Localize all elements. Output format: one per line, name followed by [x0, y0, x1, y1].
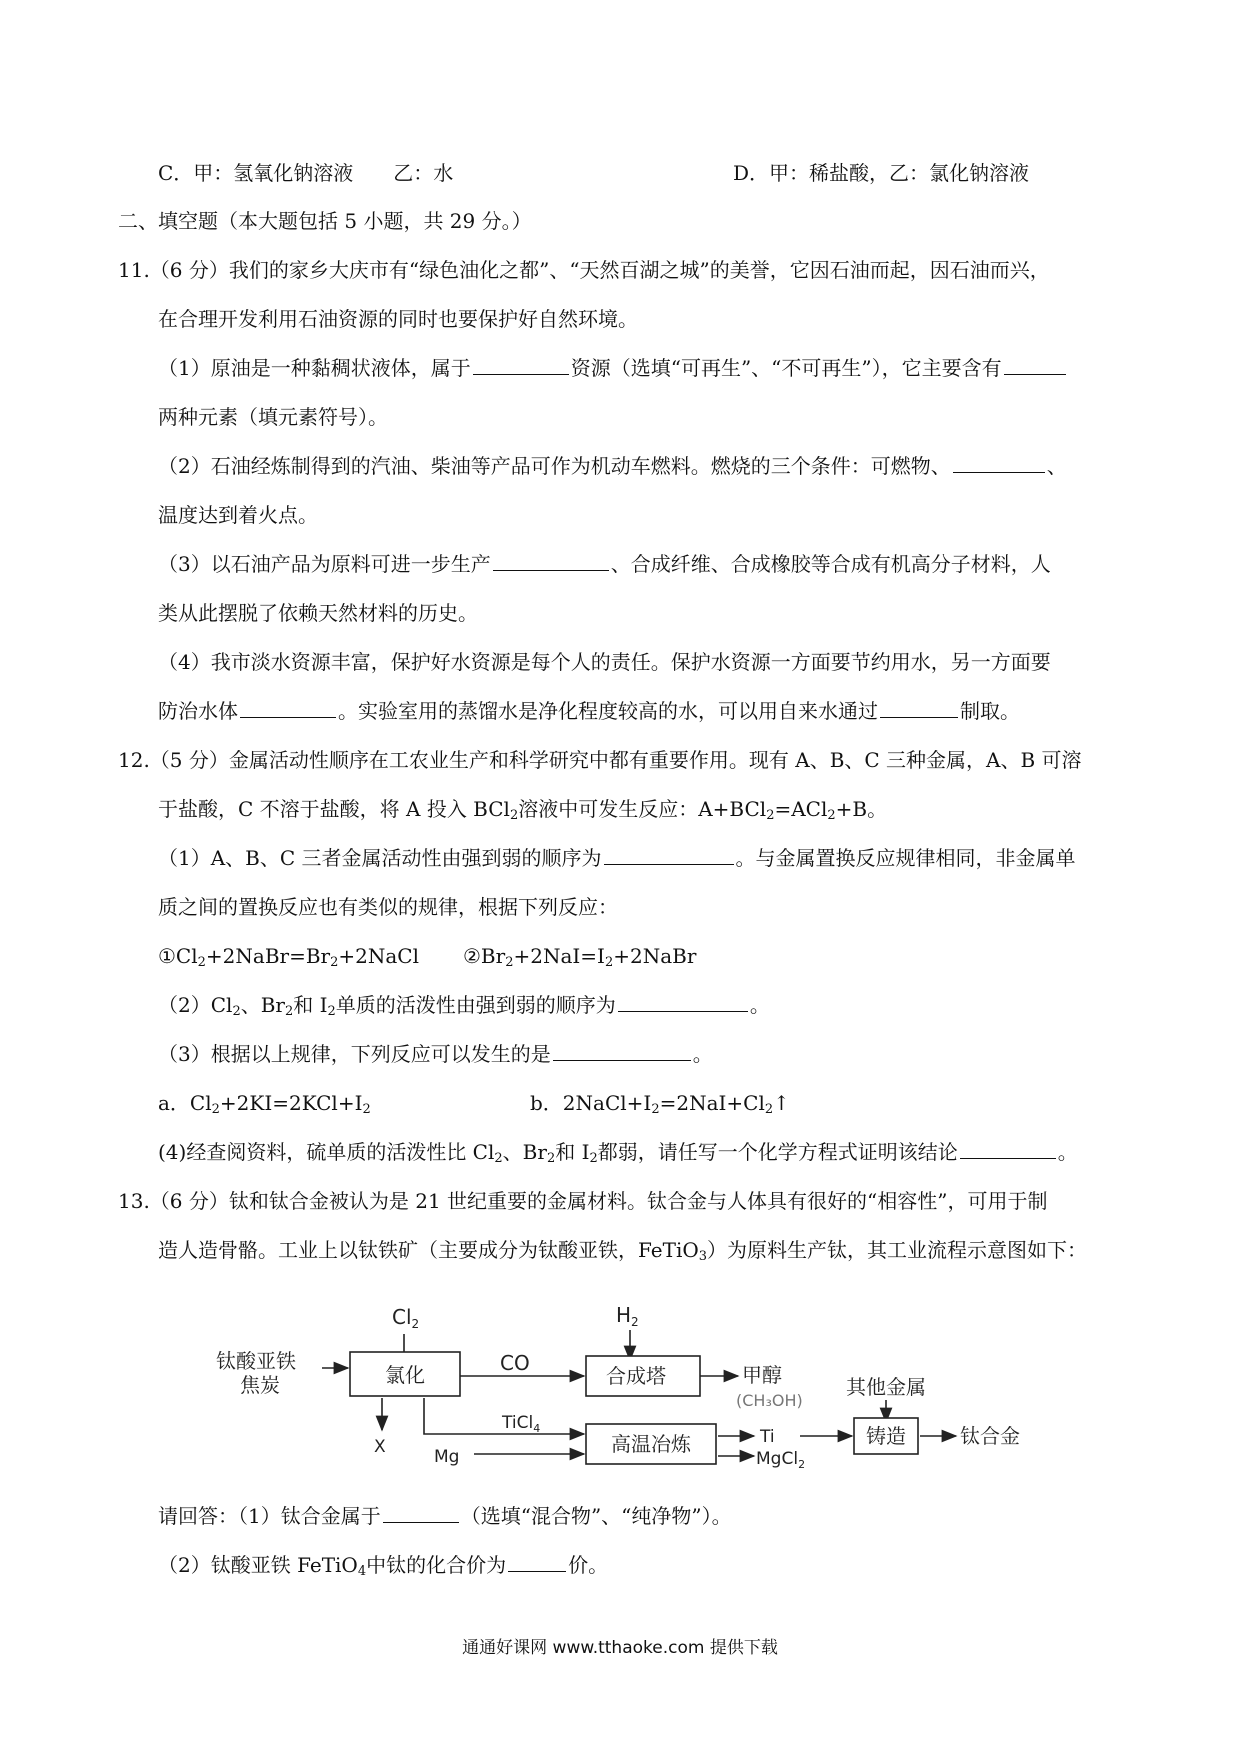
answer-blank[interactable]: [493, 550, 609, 571]
q13-stem-1: 13.（6 分）钛和钛合金被认为是 21 世纪重要的金属材料。钛合金与人体具有很好的“相容性”，可用于制: [118, 1189, 1048, 1213]
answer-blank[interactable]: [473, 354, 569, 375]
text: =ACl: [774, 797, 828, 821]
subscript: 2: [766, 808, 775, 823]
text: 中钛的化合价为: [366, 1553, 507, 1577]
q12-stem-2: [158, 795, 887, 823]
q11-part2-cont: 温度达到着火点。: [158, 503, 318, 527]
q11-stem-1: 11.（6 分）我们的家乡大庆市有“绿色油化之都”、“天然百湖之城”的美誉，它因石油而起，因石油而兴，: [118, 258, 1050, 282]
text: （2）石油经炼制得到的汽油、柴油等产品可作为机动车燃料。燃烧的三个条件：可燃物、: [158, 454, 951, 478]
reaction-1: [158, 942, 419, 970]
label-alloy: 钛合金: [960, 1424, 1020, 1448]
choice-b: [530, 1089, 790, 1117]
q11-part2: [158, 452, 1067, 480]
text: 溶液中可发生反应：A+BCl: [518, 797, 767, 821]
label-co: CO: [500, 1351, 530, 1375]
label-input2: 焦炭: [240, 1373, 280, 1397]
label-mgcl2: MgCl$_2$: [756, 1449, 806, 1471]
q11-part1: [158, 354, 1068, 382]
footer-credit: 通通好课网 www.tthaoke.com 提供下载: [462, 1638, 778, 1658]
option-d: D．甲：稀盐酸，乙：氯化钠溶液: [733, 161, 1030, 185]
subscript: 2: [197, 955, 206, 970]
text: 。: [749, 993, 770, 1017]
answer-blank[interactable]: [1004, 354, 1066, 375]
choice-a: [158, 1089, 371, 1117]
option-c: C．甲：氢氧化钠溶液 乙：水: [158, 161, 454, 185]
section-heading: 二、填空题（本大题包括 5 小题，共 29 分。）: [118, 209, 532, 233]
subscript: 2: [284, 1004, 294, 1019]
text: +2NaBr=Br: [205, 944, 331, 968]
text: 防治水体: [158, 699, 238, 723]
label-ti: Ti: [760, 1427, 775, 1447]
label-h2: $H_2$: [616, 1303, 639, 1329]
titanium-process-flowchart: [216, 1290, 1060, 1480]
subscript: 4: [357, 1564, 367, 1579]
label-ticl4: TiCl$_4$: [502, 1413, 541, 1435]
text: b．2NaCl+I: [530, 1091, 652, 1115]
text: （2）钛酸亚铁 FeTiO: [158, 1553, 358, 1577]
text: +2NaI=I: [513, 944, 605, 968]
text: 。: [692, 1042, 713, 1066]
text: 。实验室用的蒸馏水是净化程度较高的水，可以用自来水通过: [338, 699, 878, 723]
text: 。与金属置换反应规律相同，非金属单: [735, 846, 1076, 870]
text: +2KI=2KCl+I: [219, 1091, 363, 1115]
label-oxidation: 氯化: [385, 1363, 425, 1387]
answer-blank[interactable]: [880, 697, 958, 718]
label-smelting: 高温冶炼: [611, 1432, 691, 1456]
subscript: 2: [764, 1102, 774, 1117]
text: 价。: [568, 1553, 609, 1577]
label-other-metal: 其他金属: [846, 1375, 926, 1399]
q12-part4: [158, 1138, 1078, 1166]
subscript: 2: [211, 1102, 220, 1117]
text: 和 I: [555, 1140, 590, 1164]
q12-part1: [158, 844, 1076, 872]
text: （3）根据以上规律，下列反应可以发生的是: [158, 1042, 551, 1066]
q11-part4-cont: [158, 697, 1020, 725]
subscript: 2: [651, 1102, 660, 1117]
text: （3）以石油产品为原料可进一步生产: [158, 552, 491, 576]
text: +2NaCl: [338, 944, 419, 968]
text: 和 I: [293, 993, 328, 1017]
subscript: 2: [546, 1151, 556, 1166]
answer-blank[interactable]: [508, 1551, 566, 1572]
label-cl2: $Cl_2$: [392, 1305, 420, 1331]
text: 于盐酸，C 不溶于盐酸，将 A 投入 BCl: [158, 797, 510, 821]
text: 请回答：（1）钛合金属于: [158, 1504, 381, 1528]
q11-stem-2: 在合理开发利用石油资源的同时也要保护好自然环境。: [158, 307, 638, 331]
label-x: X: [374, 1437, 386, 1457]
answer-blank[interactable]: [383, 1502, 459, 1523]
answer-blank[interactable]: [618, 991, 748, 1012]
answer-blank[interactable]: [240, 697, 336, 718]
text: +B。: [835, 797, 888, 821]
q11-part3-cont: 类从此摆脱了依赖天然材料的历史。: [158, 601, 478, 625]
subscript: 2: [589, 1151, 598, 1166]
text: ）为原料生产钛，其工业流程示意图如下：: [707, 1238, 1088, 1262]
subscript: 2: [330, 955, 339, 970]
subscript: 2: [494, 1151, 503, 1166]
text: 、: [1046, 454, 1067, 478]
subscript: 2: [604, 955, 614, 970]
answer-blank[interactable]: [553, 1040, 691, 1061]
text: 制取。: [960, 699, 1020, 723]
q11-part3: [158, 550, 1051, 578]
text: 、Br: [240, 993, 285, 1017]
label-mg: Mg: [434, 1447, 460, 1467]
label-input1: 钛酸亚铁: [216, 1349, 296, 1373]
text: （1）原油是一种黏稠状液体，属于: [158, 356, 471, 380]
reaction-2: [463, 942, 696, 970]
subscript: 2: [509, 808, 519, 823]
q11-part4: （4）我市淡水资源丰富，保护好水资源是每个人的责任。保护水资源一方面要节约用水，另一方面要: [158, 650, 1051, 674]
label-casting: 铸造: [866, 1424, 906, 1448]
text: ↑: [773, 1091, 790, 1115]
text: （2）Cl: [158, 993, 233, 1017]
q13-part1: [158, 1502, 732, 1530]
q11-part1-cont: 两种元素（填元素符号）。: [158, 405, 388, 429]
answer-blank[interactable]: [960, 1138, 1056, 1159]
q13-part2: [158, 1551, 608, 1579]
text: =2NaI+Cl: [659, 1091, 765, 1115]
text: a．Cl: [158, 1091, 212, 1115]
text: 都弱，请任写一个化学方程式证明该结论: [597, 1140, 958, 1164]
label-methanol: 甲醇: [742, 1363, 782, 1387]
text: ②Br: [463, 944, 506, 968]
q12-part2: [158, 991, 770, 1019]
text: （选填“混合物”、“纯净物”）。: [460, 1504, 732, 1528]
subscript: 2: [232, 1004, 241, 1019]
subscript: 3: [698, 1249, 708, 1264]
answer-blank[interactable]: [953, 452, 1045, 473]
text: 、Br: [502, 1140, 547, 1164]
subscript: 2: [327, 1004, 336, 1019]
q12-part3: [158, 1040, 713, 1068]
text: 造人造骨骼。工业上以钛铁矿（主要成分为钛酸亚铁，FeTiO: [158, 1238, 699, 1262]
text: ①Cl: [158, 944, 198, 968]
q13-stem-2: [158, 1236, 1087, 1264]
text: (4)经查阅资料，硫单质的活泼性比 Cl: [158, 1140, 495, 1164]
q12-stem-1: 12.（5 分）金属活动性顺序在工农业生产和科学研究中都有重要作用。现有 A、B、C 三种金属，A、B 可溶: [118, 748, 1082, 772]
text: 单质的活泼性由强到弱的顺序为: [335, 993, 616, 1017]
subscript: 2: [827, 808, 836, 823]
text: 资源（选填“可再生”、“不可再生”），它主要含有: [570, 356, 1002, 380]
text: （1）A、B、C 三者金属活动性由强到弱的顺序为: [158, 846, 602, 870]
subscript: 2: [362, 1102, 371, 1117]
text: 。: [1057, 1140, 1078, 1164]
subscript: 2: [505, 955, 514, 970]
text: +2NaBr: [613, 944, 697, 968]
answer-blank[interactable]: [604, 844, 734, 865]
label-methanol-formula: (CH₃OH): [736, 1391, 803, 1410]
label-synthesis: 合成塔: [606, 1364, 666, 1388]
text: 、合成纤维、合成橡胶等合成有机高分子材料，人: [610, 552, 1051, 576]
q12-part1-cont: 质之间的置换反应也有类似的规律，根据下列反应：: [158, 895, 618, 919]
